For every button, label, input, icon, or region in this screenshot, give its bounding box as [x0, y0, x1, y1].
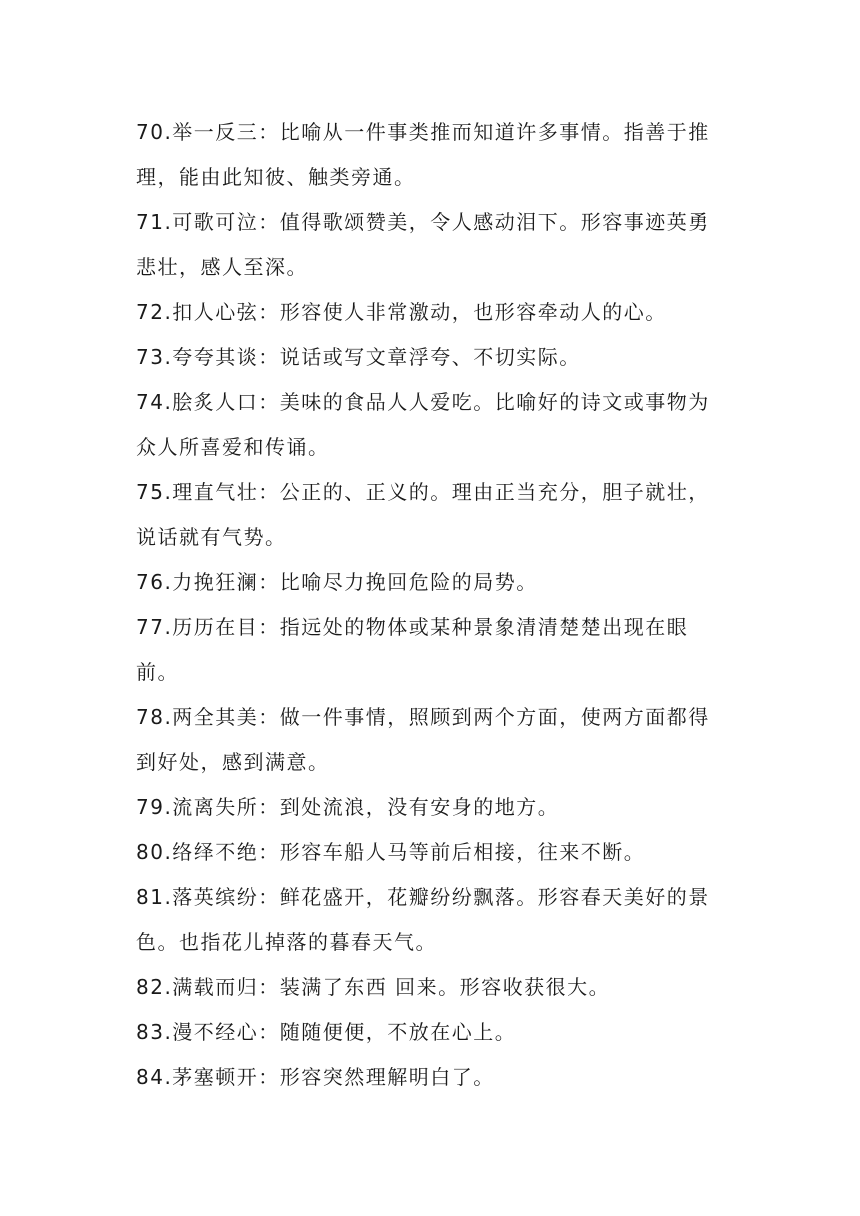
idiom-entry-78: 78.两全其美：做一件事情，照顾到两个方面，使两方面都得到好处，感到满意。	[136, 705, 710, 774]
idiom-entry-83: 83.漫不经心：随随便便，不放在心上。	[136, 1020, 517, 1044]
idiom-entry-73: 73.夸夸其谈：说话或写文章浮夸、不切实际。	[136, 345, 581, 369]
idiom-entry-75: 75.理直气壮：公正的、正义的。理由正当充分，胆子就壮，说话就有气势。	[136, 480, 710, 549]
idiom-entry-81: 81.落英缤纷：鲜花盛开，花瓣纷纷飘落。形容春天美好的景色。也指花儿掉落的暮春天气。	[136, 885, 710, 954]
idiom-entry-72: 72.扣人心弦：形容使人非常激动，也形容牵动人的心。	[136, 300, 667, 324]
idiom-entry-79: 79.流离失所：到处流浪，没有安身的地方。	[136, 795, 560, 819]
document-page	[136, 110, 728, 1100]
idiom-entry-84: 84.茅塞顿开：形容突然理解明白了。	[136, 1065, 495, 1089]
idiom-entry-70: 70.举一反三：比喻从一件事类推而知道许多事情。指善于推理，能由此知彼、触类旁通。	[136, 120, 710, 189]
idiom-entry-80: 80.络绎不绝：形容车船人马等前后相接，往来不断。	[136, 840, 646, 864]
idiom-entry-71: 71.可歌可泣：值得歌颂赞美，令人感动泪下。形容事迹英勇悲壮，感人至深。	[136, 210, 710, 279]
idiom-entry-76: 76.力挽狂澜：比喻尽力挽回危险的局势。	[136, 570, 538, 594]
idiom-entry-77: 77.历历在目：指远处的物体或某种景象清清楚楚出现在眼前。	[136, 615, 689, 684]
idiom-entry-82: 82.满载而归：装满了东西 回来。形容收获很大。	[136, 975, 611, 999]
idiom-entry-74: 74.脍炙人口：美味的食品人人爱吃。比喻好的诗文或事物为众人所喜爱和传诵。	[136, 390, 710, 459]
